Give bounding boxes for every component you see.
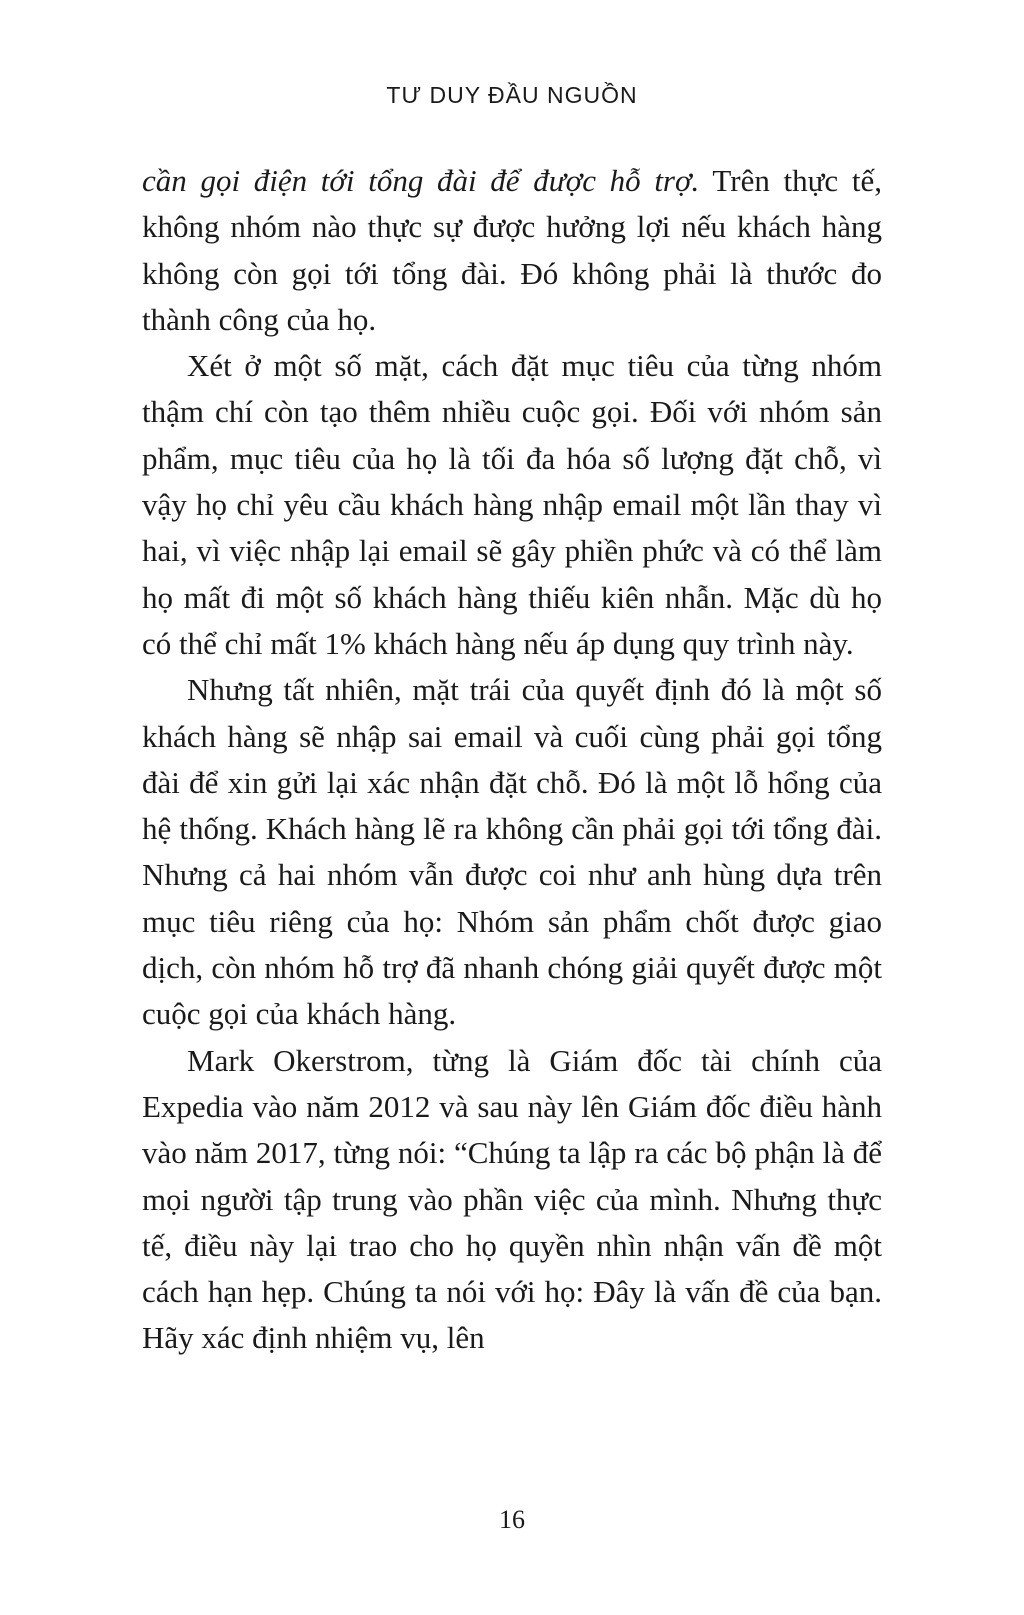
paragraph-4: Mark Okerstrom, từng là Giám đốc tài chính của Expedia vào năm 2012 và sau này lên Giám đốc điều hành vào năm 2017, từng nói: “Chúng ta lập ra các bộ phận là để mọi người tập trung vào phần việc của mình. Nhưng thực tế, điều này lại trao cho họ quyền nhìn nhận vấn đề một cách hạn hẹp. Chúng ta nói với họ: Đây là vấn đề của bạn. Hãy xác định nhiệm vụ, lên xyxy=(142,1042,882,1356)
paragraph-3: Nhưng tất nhiên, mặt trái của quyết định đó là một số khách hàng sẽ nhập sai email và cuối cùng phải gọi tổng đài để xin gửi lại xác nhận đặt chỗ. Đó là một lỗ hổng của hệ thống. Khách hàng lẽ ra không cần phải gọi tới tổng đài. Nhưng cả hai nhóm vẫn được coi như anh hùng dựa trên mục tiêu riêng của họ: Nhóm sản phẩm chốt được giao dịch, còn nhóm hỗ trợ đã nhanh chóng giải quyết được một cuộc gọi của khách hàng. xyxy=(142,672,882,1032)
paragraph-1-italic: cần gọi điện tới tổng đài để được hỗ trợ. xyxy=(142,163,700,198)
body-text xyxy=(142,158,882,1362)
paragraph-2: Xét ở một số mặt, cách đặt mục tiêu của từng nhóm thậm chí còn tạo thêm nhiều cuộc gọi. Đối với nhóm sản phẩm, mục tiêu của họ là tối đa hóa số lượng đặt chỗ, vì vậy họ chỉ yêu cầu khách hàng nhập email một lần thay vì hai, vì việc nhập lại email sẽ gây phiền phức và có thể làm họ mất đi một số khách hàng thiếu kiên nhẫn. Mặc dù họ có thể chỉ mất 1% khách hàng nếu áp dụng quy trình này. xyxy=(142,348,882,661)
running-header: TƯ DUY ĐẦU NGUỒN xyxy=(386,82,638,108)
page-number: 16 xyxy=(499,1505,525,1534)
paragraph-1 xyxy=(142,158,882,343)
paragraph-1-text: Trên thực tế, không nhóm nào thực sự được hưởng lợi nếu khách hàng không còn gọi tới tổng đài. Đó không phải là thước đo thành công của họ. xyxy=(142,163,882,337)
